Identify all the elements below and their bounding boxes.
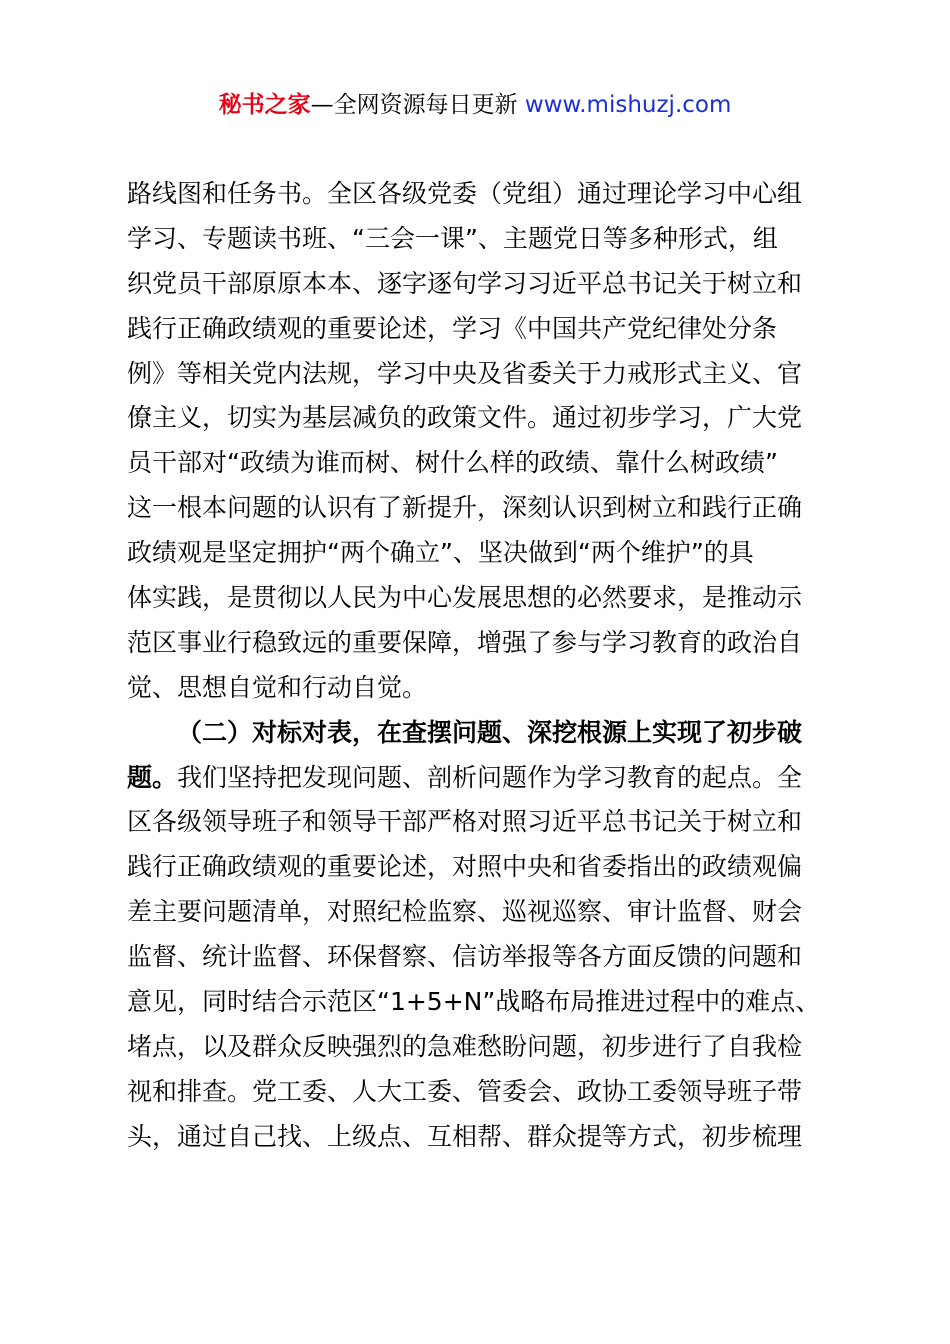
text-line: 例》等相关党内法规，学习中央及省委关于力戒形式主义、官 <box>127 358 803 388</box>
text-line: 监督、统计监督、环保督察、信访举报等各方面反馈的问题和 <box>127 942 803 972</box>
section-heading-tail: 题。 <box>127 762 178 792</box>
header-tagline: —全网资源每日更新 <box>310 92 525 118</box>
text-line: 这一根本问题的认识有了新提升，深刻认识到树立和践行正确 <box>127 493 803 523</box>
text-line: 范区事业行稳致远的重要保障，增强了参与学习教育的政治自 <box>127 627 803 657</box>
text-line: 织党员干部原原本本、逐字逐句学习习近平总书记关于树立和 <box>127 268 803 298</box>
text-line: 差主要问题清单，对照纪检监察、巡视巡察、审计监督、财会 <box>127 897 803 927</box>
text-line: 头，通过自己找、上级点、互相帮、群众提等方式，初步梳理 <box>127 1121 803 1151</box>
text-line: 僚主义，切实为基层减负的政策文件。通过初步学习，广大党 <box>127 403 803 433</box>
text-line: 政绩观是坚定拥护“两个确立”、坚决做到“两个维护”的具 <box>127 538 754 568</box>
brand-name: 秘书之家 <box>218 92 311 118</box>
text-line: 觉、思想自觉和行动自觉。 <box>127 672 428 702</box>
text-line: 路线图和任务书。全区各级党委（党组）通过理论学习中心组 <box>127 179 803 208</box>
document-body <box>127 172 833 1160</box>
text-line: 员干部对“政绩为谁而树、树什么样的政绩、靠什么树政绩” <box>127 448 778 478</box>
text-line: 践行正确政绩观的重要论述，对照中央和省委指出的政绩观偏 <box>127 852 803 882</box>
text-line: 体实践，是贯彻以人民为中心发展思想的必然要求，是推动示 <box>127 583 803 613</box>
section-heading: （二）对标对表，在查摆问题、深挖根源上实现了初步破 <box>177 717 803 747</box>
site-url-link[interactable]: www.mishuzj.com <box>524 92 732 118</box>
text-line: 学习、专题读书班、“三会一课”、主题党日等多种形式，组 <box>127 223 778 253</box>
text-span: 我们坚持把发现问题、剖析问题作为学习教育的起点。全 <box>177 762 803 792</box>
page-header <box>0 88 950 122</box>
text-line: 堵点，以及群众反映强烈的急难愁盼问题，初步进行了自我检 <box>127 1031 803 1061</box>
text-line: 视和排查。党工委、人大工委、管委会、政协工委领导班子带 <box>127 1076 803 1106</box>
text-line: 意见，同时结合示范区“1+5+N”战略布局推进过程中的难点、 <box>127 987 821 1017</box>
text-line: 区各级领导班子和领导干部严格对照习近平总书记关于树立和 <box>127 807 803 837</box>
text-line: 践行正确政绩观的重要论述，学习《中国共产党纪律处分条 <box>127 313 778 343</box>
text-line <box>127 756 833 801</box>
